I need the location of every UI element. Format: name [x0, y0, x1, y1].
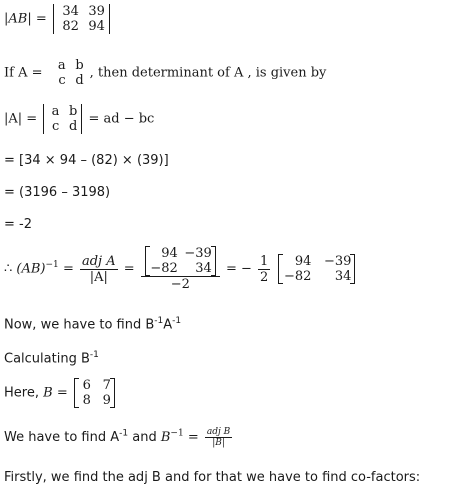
half-denominator: 2: [260, 269, 269, 285]
matrix-cell: 8: [82, 393, 91, 408]
frac-numerator-matrix: [141, 246, 220, 276]
matrix-cell: b: [69, 104, 78, 119]
matrix-cell: d: [69, 119, 78, 134]
matrix-cell: a: [57, 58, 66, 73]
half-numerator: 1: [260, 253, 269, 269]
calc-line-1: = [34 × 94 – (82) × (39)]: [4, 153, 169, 168]
now-line: [4, 316, 181, 332]
matrix-cell: −82: [150, 261, 178, 276]
calc-b-sup: -1: [89, 350, 99, 360]
matrix-cell: 39: [88, 4, 105, 19]
calc-line-3: = -2: [4, 217, 32, 232]
calc-line-2: = (3196 – 3198): [4, 185, 111, 200]
here-eq: =: [56, 385, 68, 401]
det-ab-line: [4, 4, 112, 34]
matrix-cell: 82: [62, 19, 79, 34]
if-suffix: , then determinant of A , is given by: [89, 65, 327, 81]
if-line: [4, 58, 326, 88]
matrix-cell: c: [58, 73, 66, 88]
inverse-lhs: (AB): [16, 261, 46, 277]
adj-a-fraction: [80, 254, 118, 285]
find-text-1: We have to find A: [4, 430, 120, 445]
inverse-lhs-exp: −1: [45, 260, 59, 271]
if-matrix: [49, 58, 88, 88]
calc-b-line: [4, 350, 99, 366]
firstly-line: Firstly, we find the adj B and for that we have to find co-factors:: [4, 470, 421, 485]
formula-lhs: |A| =: [4, 111, 38, 127]
calc-b-text: Calculating B: [4, 351, 90, 367]
adj-matrix: [145, 246, 216, 276]
matrix-cell: b: [75, 58, 84, 73]
adj-b-denominator: |B|: [205, 437, 232, 448]
adj-denominator: −2: [141, 276, 220, 292]
find-sup-2: −1: [170, 428, 184, 439]
matrix-cell: −39: [184, 246, 212, 261]
find-line: [4, 427, 234, 448]
formula-line: [4, 104, 154, 134]
matrix-cell: c: [52, 119, 60, 134]
adj-b-fraction: [205, 427, 232, 448]
matrix-cell: 94: [88, 19, 105, 34]
matrix-cell: 94: [294, 254, 312, 269]
inverse-line: [4, 246, 357, 292]
matrix-cell: a: [51, 104, 60, 119]
formula-rhs: = ad − bc: [88, 111, 155, 127]
formula-matrix: [43, 104, 82, 134]
matrix-cell: −82: [283, 269, 312, 284]
find-text-2: and: [128, 430, 161, 445]
matrix-cell: d: [75, 73, 84, 88]
here-prefix: Here,: [4, 385, 39, 401]
b-matrix: [74, 378, 115, 408]
therefore-symbol: ∴: [4, 261, 13, 277]
inverse-eq1: =: [62, 261, 74, 277]
here-line: [4, 378, 117, 408]
matrix-cell: 34: [334, 269, 352, 284]
adj-matrix-fraction: [141, 246, 220, 292]
matrix-cell: 6: [82, 378, 91, 393]
find-eq: =: [183, 430, 199, 445]
now-sup-2: -1: [172, 316, 182, 326]
here-var: B: [43, 385, 53, 401]
inverse-eq3: = −: [225, 261, 252, 277]
frac-denominator: |A|: [80, 269, 118, 285]
matrix-cell: 94: [161, 246, 178, 261]
matrix-cell: 34: [195, 261, 212, 276]
matrix-cell: −39: [323, 254, 352, 269]
inverse-eq2: =: [123, 261, 135, 277]
now-sup-1: -1: [154, 316, 164, 326]
matrix-cell: 34: [62, 4, 79, 19]
result-matrix: [278, 254, 355, 284]
matrix-cell: 7: [102, 378, 111, 393]
half-fraction: [258, 254, 270, 285]
now-text-1: Now, we have to find B: [4, 317, 155, 333]
adj-b-numerator: adj B: [206, 427, 231, 437]
find-sup-1: -1: [119, 428, 129, 439]
det-ab-lhs: |AB| =: [4, 11, 47, 27]
if-prefix: If A =: [4, 65, 43, 81]
find-var: B: [160, 430, 171, 445]
matrix-cell: 9: [102, 393, 111, 408]
now-text-2: A: [163, 317, 173, 333]
det-ab-matrix: [53, 4, 110, 34]
frac-numerator: adj A: [81, 253, 116, 269]
